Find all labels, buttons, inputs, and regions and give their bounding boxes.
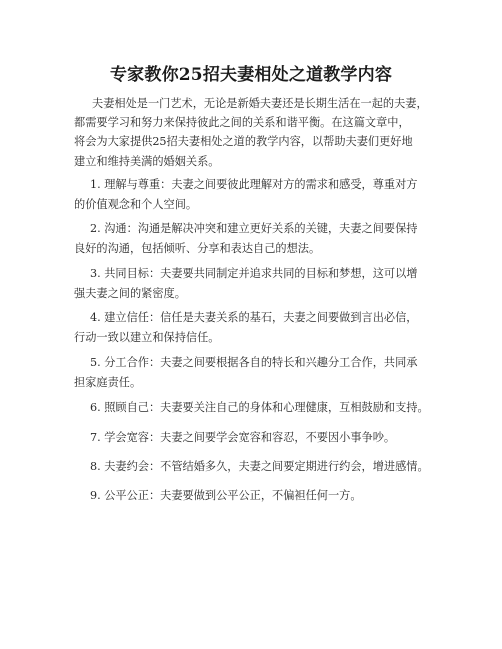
item-7-line-1: 7. 学会宽容：夫妻之间要学会宽容和容忍，不要因小事争吵。: [90, 431, 396, 444]
item-5-line-1: 5. 分工合作：夫妻之间要根据各自的特长和兴趣分工合作，共同承: [90, 356, 418, 369]
item-4-line-1: 4. 建立信任：信任是夫妻关系的基石，夫妻之间要做到言出必信，: [90, 311, 418, 324]
intro-line-4: 建立和维持美满的婚姻关系。: [74, 155, 220, 168]
item-8-line-1: 8. 夫妻约会：不管结婚多久，夫妻之间要定期进行约会，增进感情。: [90, 460, 429, 473]
item-6-line-1: 6. 照顾自己：夫妻要关注自己的身体和心理健康，互相鼓励和支持。: [90, 401, 429, 414]
item-9-line-1: 9. 公平公正：夫妻要做到公平公正，不偏袒任何一方。: [90, 489, 362, 502]
item-1-line-1: 1. 理解与尊重：夫妻之间要彼此理解对方的需求和感受，尊重对方: [90, 178, 418, 191]
item-1-line-2: 的价值观念和个人空间。: [74, 198, 198, 211]
intro-line-2: 都需要学习和努力来保持彼此之间的关系和谐平衡。在这篇文章中，: [74, 116, 410, 129]
item-2-line-1: 2. 沟通：沟通是解决冲突和建立更好关系的关键，夫妻之间要保持: [90, 222, 418, 235]
intro-line-1: 夫妻相处是一门艺术，无论是新婚夫妻还是长期生活在一起的夫妻，: [92, 97, 428, 110]
document-title: 专家教你25招夫妻相处之道教学内容: [109, 65, 393, 85]
intro-line-3: 将会为大家提供25招夫妻相处之道的教学内容，以帮助夫妻们更好地: [74, 135, 413, 148]
item-3-line-1: 3. 共同目标：夫妻要共同制定并追求共同的目标和梦想，这可以增: [90, 267, 418, 280]
item-5-line-2: 担家庭责任。: [74, 376, 142, 389]
item-4-line-2: 行动一致以建立和保持信任。: [74, 331, 220, 344]
item-3-line-2: 强夫妻之间的紧密度。: [74, 287, 186, 300]
item-2-line-2: 良好的沟通，包括倾听、分享和表达自己的想法。: [74, 242, 321, 255]
